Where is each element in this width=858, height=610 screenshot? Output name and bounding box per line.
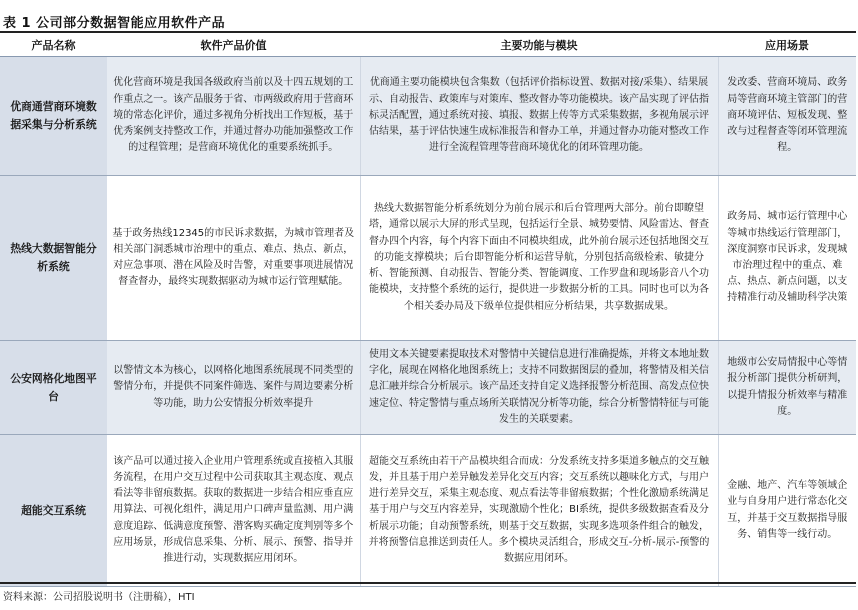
header-main-functions: 主要功能与模块: [360, 34, 718, 57]
main-functions-cell: 热线大数据智能分析系统划分为前台展示和后台管理两大部分。前台即瞭望塔，通常以展示大屏的形式呈现，包括运行全景、城势要情、风险雷达、督查督办四个内容，每个内容下面由不同模块组成，此外前台展示还包括地图交互的功能支撑模块；后台即智能分析和运营导航，分别包括高级检索、敏捷分析、智能预测、自动报告、智能分类、智能调度、工作罗盘和现场影音八个功能模块，支持整个系统的运行，提供进一步数据分析的工具。同时也可以为各个相关委办局及下级单位提供相应分析结果，共享数据成果。: [360, 176, 718, 341]
bottom-rule: [0, 582, 856, 584]
table-row: [0, 57, 856, 176]
table-header-row: [0, 34, 856, 57]
product-name-cell: 热线大数据智能分析系统: [0, 176, 107, 341]
product-name-cell: 公安网格化地图平台: [0, 341, 107, 435]
application-scene-cell: 政务局、城市运行管理中心等城市热线运行管理部门，深度洞察市民诉求，发现城市治理过程中的重点、难点、热点、新点问题，以支持精准行动及辅助科学决策: [718, 176, 856, 341]
header-application-scene: 应用场景: [718, 34, 856, 57]
product-name-cell: 超能交互系统: [0, 435, 107, 587]
product-value-cell: 基于政务热线12345的市民诉求数据，为城市管理者及相关部门洞悉城市治理中的重点、难点、热点、新点，对应急事项、潜在风险及时告警，对重要事项进展情况督查督办，最终实现数据驱动为城市运行管理赋能。: [107, 176, 360, 341]
product-table: [0, 34, 856, 587]
product-name-cell: 优商通营商环境数据采集与分析系统: [0, 57, 107, 176]
product-value-cell: 该产品可以通过接入企业用户管理系统或直接植入其服务流程，在用户交互过程中公司获取其主观态度、观点看法等非留痕数据。获取的数据进一步结合相应垂直应用算法、可视化组件，满足用户口碑声量监测、用户满意度追踪、低满意度预警、潜客购买确定度判别等多个应用场景，形成信息采集、分析、展示、预警、指导并推进行动，实现数据应用闭环。: [107, 435, 360, 587]
product-value-cell: 以警情文本为核心，以网格化地图系统展现不同类型的警情分布，并提供不同案件筛选、案件与周边要素分析等功能，助力公安情报分析效率提升: [107, 341, 360, 435]
table-row: [0, 341, 856, 435]
application-scene-cell: 金融、地产、汽车等领域企业与自身用户进行常态化交互，并基于交互数据指导服务、销售等一线行动。: [718, 435, 856, 587]
application-scene-cell: 地级市公安局情报中心等情报分析部门提供分析研判，以提升情报分析效率与精准度。: [718, 341, 856, 435]
table-title: 表 1 公司部分数据智能应用软件产品: [3, 16, 226, 31]
top-rule: [0, 31, 856, 33]
table-row: [0, 176, 856, 341]
source-note: 资料来源：公司招股说明书（注册稿），HTI: [3, 592, 195, 603]
header-product-name: 产品名称: [0, 34, 107, 57]
application-scene-cell: 发改委、营商环境局、政务局等营商环境主管部门的营商环境评估、短板发现、整改与过程督查等闭环管理流程。: [718, 57, 856, 176]
main-functions-cell: 优商通主要功能模块包含集数（包括评价指标设置、数据对接/采集）、结果展示、自动报告、政策库与对策库、整改督办等功能模块。该产品实现了评估指标灵活配置，通过系统对接、填报、数据上传等方式采集数据，多视角展示评估结果，基于评估快速生成标准报告和督办工单，并通过督办功能对整改工作进行全流程管理等营商环境优化的闭环管理功能。: [360, 57, 718, 176]
header-product-value: 软件产品价值: [107, 34, 360, 57]
main-functions-cell: 超能交互系统由若干产品模块组合而成：分发系统支持多渠道多触点的交互触发，并且基于用户差异触发差异化交互内容；交互系统以趣味化方式，与用户进行差异交互，采集主观态度、观点看法等非留痕数据；个性化激励系统满足基于用户与交互内容差异，实现激励个性化；BI系统，提供多级数据查看及分析展示功能；自动预警系统，则基于交互数据，实现多选项条件组合的触发，并将预警信息推送到责任人。多个模块灵活组合，形成交互-分析-展示-预警的数据应用闭环。: [360, 435, 718, 587]
product-value-cell: 优化营商环境是我国各级政府当前以及十四五规划的工作重点之一。该产品服务于省、市两级政府用于营商环境的常态化评价，通过多视角分析找出工作短板，基于优秀案例支持整改工作，并通过督办功能加强整改工作的过程管理；是营商环境优化的重要系统抓手。: [107, 57, 360, 176]
main-functions-cell: 使用文本关键要素提取技术对警情中关键信息进行准确提炼，并将文本地址数字化，展现在网格化地图系统上；支持不同数据图层的叠加，将警情及相关信息汇融并综合分析展示。该产品还支持自定义选择报警分析范围、高发点位快速定位、特定警情与重点场所关联情况分析等功能，综合分析警情特征与可能发生的关联要素。: [360, 341, 718, 435]
table-row: [0, 435, 856, 587]
